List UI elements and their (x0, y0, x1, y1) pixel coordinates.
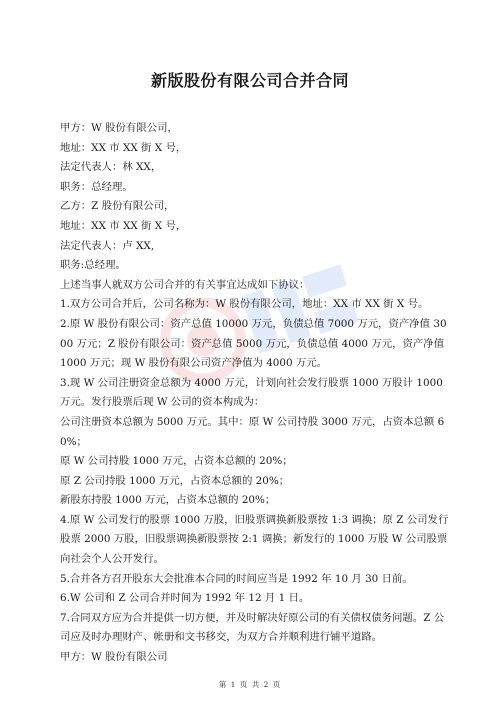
capital-share-w: 原 W 公司持股 1000 万元，占资本总额的 20%； (60, 455, 293, 468)
party-b-name: 乙方：Z 股份有限公司， (60, 200, 175, 213)
document-body (60, 119, 452, 668)
party-a-name: 甲方：W 股份有限公司， (60, 122, 178, 134)
clause-4: 4.原 W 公司发行的股票 1000 万股，旧股票调换新股票按 1:3 调换；原 Z 公司发行股票 2000 万股，旧股票调换新股票按 2:1 调换；新发行的 1000 万股 W 公司股票向社会个人公开发行。 (60, 513, 449, 566)
party-b-address: 地址：XX 市 XX 街 X 号， (60, 219, 187, 232)
party-a-address: 地址：XX 市 XX 街 X 号， (60, 141, 187, 154)
party-a-representative: 法定代表人：林 XX， (60, 161, 162, 174)
capital-share-new: 新股东持股 1000 万元，占资本总额的 20%； (60, 494, 276, 507)
capital-total: 公司注册资本总额为 5000 万元。其中：原 W 公司持股 3000 万元，占资本总额 60%； (60, 415, 445, 448)
party-b-representative: 法定代表人：卢 XX, (60, 239, 155, 252)
clause-2: 2.原 W 股份有限公司：资产总值 10000 万元，负债总值 7000 万元，资产净值 3000 万元；Z 股份有限公司：资产总值 5000 万元，负债总值 4000 万元，资产净值 1000 万元；现 W 股份有限公司资产净值为 4000 万元。 (60, 317, 447, 370)
document-title: 新版股份有限公司合并合同 (150, 71, 349, 90)
agreement-intro: 上述当事人就双方公司合并的有关事宜达成如下协议： (60, 278, 310, 291)
signature-party-a: 甲方：W 股份有限公司 (60, 651, 168, 664)
clause-6: 6.W 公司和 Z 公司合并时间为 1992 年 12 月 1 日。 (60, 592, 310, 605)
clause-1: 1.双方公司合并后，公司名称为：W 股份有限公司，地址：XX 市 XX 街 X 号。 (60, 298, 429, 311)
capital-share-z: 原 Z 公司持股 1000 万元，占资本总额的 20%； (60, 474, 290, 487)
clause-5: 5.合并各方召开股东大会批准本合同的时间应当是 1992 年 10 月 30 日前。 (60, 572, 413, 585)
page-footer: 第 1 页 共 2 页 (218, 680, 282, 689)
party-b-position: 职务:总经理。 (60, 259, 126, 272)
clause-3: 3.现 W 公司注册资金总额为 4000 万元，计划向社会发行股票 1000 万股计 1000 万元。发行股票后现 W 公司的资本构成为： (60, 376, 443, 409)
party-a-position: 职务：总经理。 (60, 180, 133, 193)
clause-7: 7.合同双方应为合并提供一切方便，并及时解决好原公司的有关债权债务问题。Z 公司应及时办理财产、帐册和文书移交，为双方合并顺利进行铺平道路。 (60, 611, 445, 644)
